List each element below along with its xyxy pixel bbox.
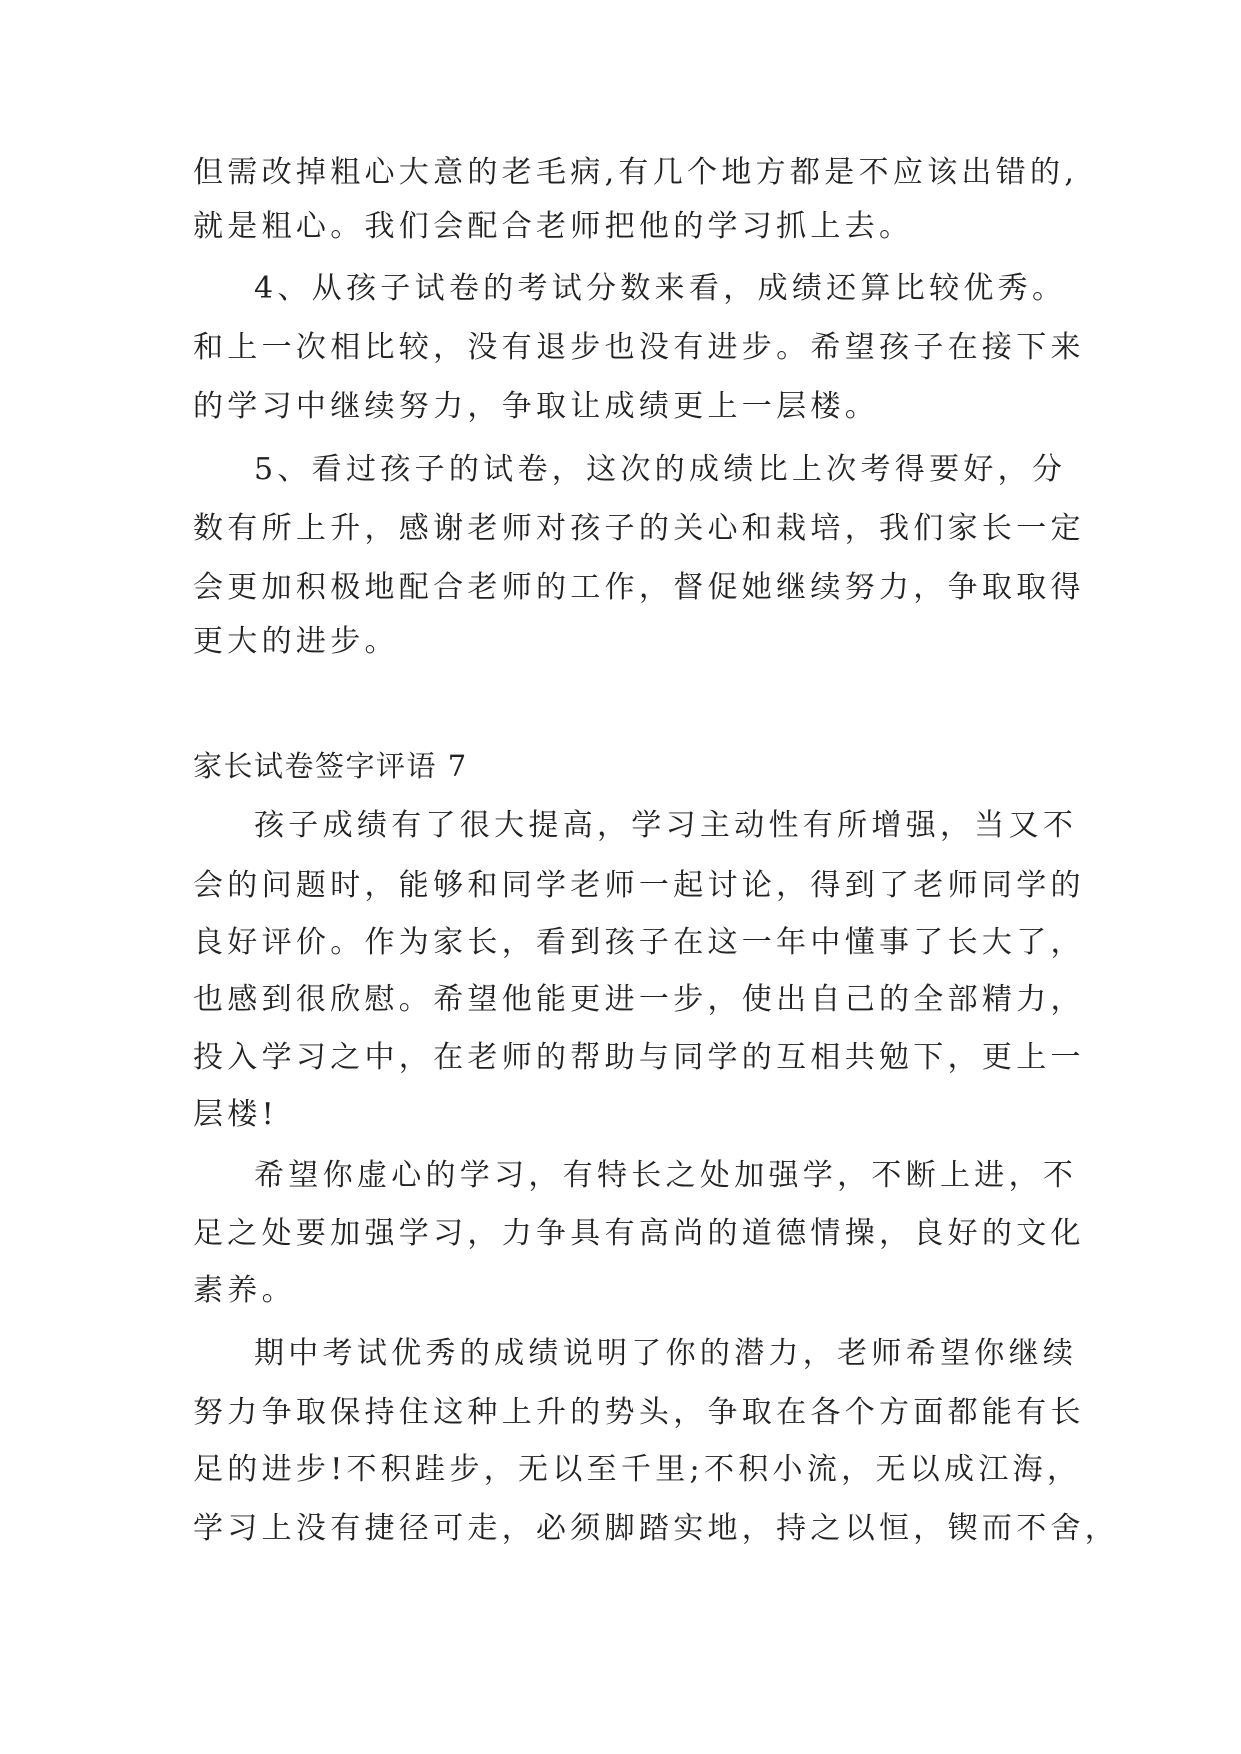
text-line: 数有所上升，感谢老师对孩子的关心和栽培，我们家长一定 <box>193 511 1085 546</box>
text-line: 会的问题时，能够和同学老师一起讨论，得到了老师同学的 <box>193 868 1085 903</box>
text-line: 也感到很欣慰。希望他能更进一步，使出自己的全部精力， <box>193 982 1085 1017</box>
paragraph-item-5: 5、看过孩子的试卷，这次的成绩比上次考得要好，分 <box>254 452 1067 487</box>
paragraph-first-line: 希望你虚心的学习，有特长之处加强学，不断上进，不 <box>254 1158 1078 1193</box>
text-line: 学习上没有捷径可走，必须脚踏实地，持之以恒，锲而不舍， <box>193 1511 1120 1546</box>
text-line: 和上一次相比较，没有退步也没有进步。希望孩子在接下来 <box>193 330 1085 365</box>
text-line: 就是粗心。我们会配合老师把他的学习抓上去。 <box>193 209 914 244</box>
section-heading: 家长试卷签字评语 7 <box>193 749 468 783</box>
text-line: 更大的进步。 <box>193 624 399 659</box>
paragraph-first-line: 孩子成绩有了很大提高，学习主动性有所增强，当又不 <box>254 808 1078 843</box>
text-line: 的学习中继续努力，争取让成绩更上一层楼。 <box>193 389 879 424</box>
text-line: 足之处要加强学习，力争具有高尚的道德情操，良好的文化 <box>193 1216 1085 1251</box>
text-line: 层楼! <box>193 1097 278 1132</box>
text-line: 会更加积极地配合老师的工作，督促她继续努力，争取取得 <box>193 570 1085 605</box>
paragraph-first-line: 期中考试优秀的成绩说明了你的潜力，老师希望你继续 <box>254 1336 1078 1371</box>
text-line: 但需改掉粗心大意的老毛病,有几个地方都是不应该出错的, <box>193 155 1079 190</box>
text-line: 良好评价。作为家长，看到孩子在这一年中懂事了长大了， <box>193 925 1085 960</box>
text-line: 投入学习之中，在老师的帮助与同学的互相共勉下，更上一 <box>193 1040 1085 1075</box>
text-line: 努力争取保持住这种上升的势头，争取在各个方面都能有长 <box>193 1395 1085 1430</box>
text-line: 足的进步!不积跬步，无以至千里;不积小流，无以成江海， <box>193 1452 1082 1487</box>
text-line: 素养。 <box>193 1273 296 1308</box>
paragraph-item-4: 4、从孩子试卷的考试分数来看，成绩还算比较优秀。 <box>254 271 1067 306</box>
